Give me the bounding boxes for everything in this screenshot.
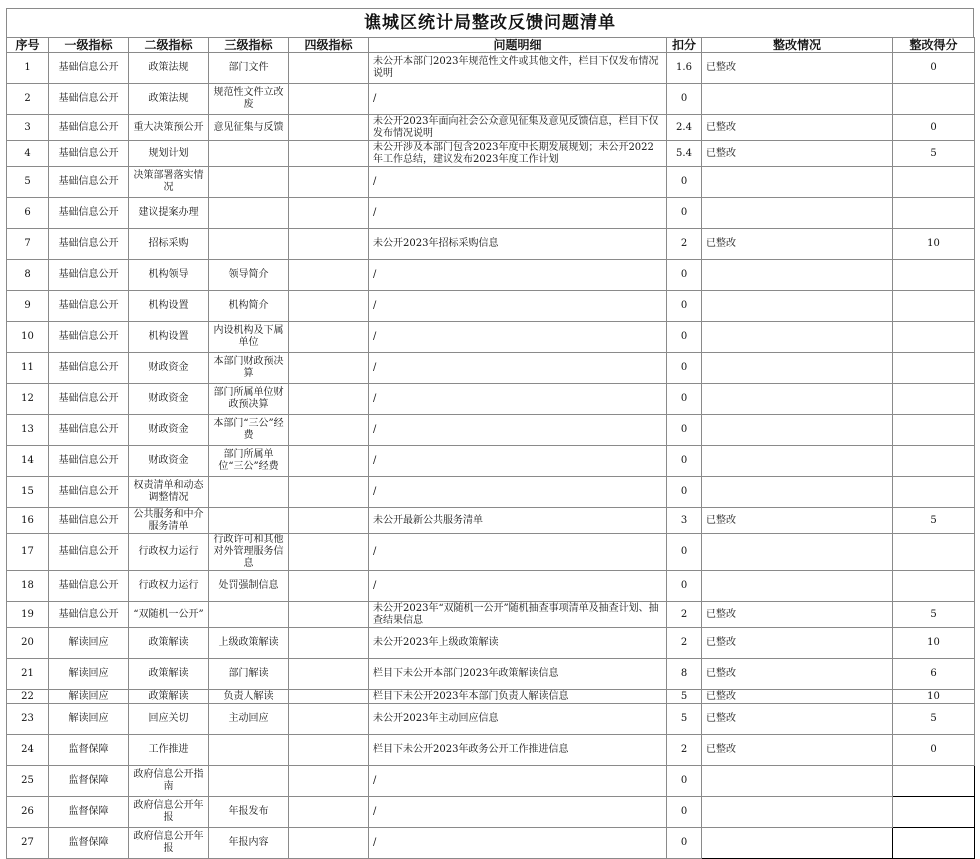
- status-cell[interactable]: [702, 766, 893, 797]
- detail-cell[interactable]: 未公开2023年上级政策解读: [369, 628, 667, 659]
- level1-cell[interactable]: 解读回应: [49, 659, 129, 690]
- table-row: [7, 571, 975, 602]
- table-row: [7, 690, 975, 704]
- row-number[interactable]: 16: [7, 508, 49, 534]
- header-level1[interactable]: 一级指标: [49, 38, 129, 53]
- deduct-cell[interactable]: 0: [667, 260, 702, 291]
- header-level3[interactable]: 三级指标: [209, 38, 289, 53]
- status-cell[interactable]: [702, 291, 893, 322]
- detail-cell[interactable]: /: [369, 353, 667, 384]
- level1-cell[interactable]: 基础信息公开: [49, 53, 129, 84]
- level3-cell[interactable]: 部门所属单位“三公”经费: [209, 446, 289, 477]
- header-no[interactable]: 序号: [7, 38, 49, 53]
- table-row: [7, 115, 975, 141]
- level3-cell[interactable]: [209, 198, 289, 229]
- row-number[interactable]: 15: [7, 477, 49, 508]
- level1-cell[interactable]: 基础信息公开: [49, 229, 129, 260]
- level3-cell[interactable]: 行政许可和其他对外管理服务信息: [209, 534, 289, 571]
- level4-cell[interactable]: [289, 828, 369, 859]
- row-number[interactable]: 3: [7, 115, 49, 141]
- level4-cell[interactable]: [289, 291, 369, 322]
- header-deduct[interactable]: 扣分: [667, 38, 702, 53]
- level1-cell[interactable]: 监督保障: [49, 735, 129, 766]
- level2-cell[interactable]: 建议提案办理: [129, 198, 209, 229]
- status-cell[interactable]: 已整改: [702, 53, 893, 84]
- level3-cell[interactable]: 本部门财政预决算: [209, 353, 289, 384]
- deduct-cell[interactable]: 2: [667, 628, 702, 659]
- level4-cell[interactable]: [289, 571, 369, 602]
- detail-cell[interactable]: 未公开最新公共服务清单: [369, 508, 667, 534]
- level2-cell[interactable]: 政策法规: [129, 53, 209, 84]
- level1-cell[interactable]: 基础信息公开: [49, 534, 129, 571]
- detail-cell[interactable]: 未公开2023年招标采购信息: [369, 229, 667, 260]
- score-cell[interactable]: [893, 415, 975, 446]
- level2-cell[interactable]: 决策部署落实情况: [129, 167, 209, 198]
- deduct-cell[interactable]: 0: [667, 291, 702, 322]
- level4-cell[interactable]: [289, 690, 369, 704]
- header-row: [7, 38, 975, 53]
- table-row: [7, 84, 975, 115]
- table-row: [7, 828, 975, 859]
- level3-cell[interactable]: 意见征集与反馈: [209, 115, 289, 141]
- level1-cell[interactable]: 基础信息公开: [49, 415, 129, 446]
- level4-cell[interactable]: [289, 628, 369, 659]
- level2-cell[interactable]: 财政资金: [129, 415, 209, 446]
- deduct-cell[interactable]: 0: [667, 534, 702, 571]
- status-cell[interactable]: [702, 828, 893, 859]
- status-cell[interactable]: [702, 446, 893, 477]
- detail-cell[interactable]: 未公开涉及本部门包含2023年度中长期发展规划；未公开2022年工作总结，建议发布2023年度工作计划: [369, 141, 667, 167]
- table-row: [7, 53, 975, 84]
- level4-cell[interactable]: [289, 704, 369, 735]
- level4-cell[interactable]: [289, 446, 369, 477]
- row-number[interactable]: 5: [7, 167, 49, 198]
- level3-cell[interactable]: [209, 141, 289, 167]
- table-row: [7, 659, 975, 690]
- level1-cell[interactable]: 基础信息公开: [49, 602, 129, 628]
- deduct-cell[interactable]: 2.4: [667, 115, 702, 141]
- level2-cell[interactable]: 行政权力运行: [129, 571, 209, 602]
- table-row: [7, 704, 975, 735]
- level2-cell[interactable]: 机构领导: [129, 260, 209, 291]
- level4-cell[interactable]: [289, 260, 369, 291]
- deduct-cell[interactable]: 0: [667, 167, 702, 198]
- row-number[interactable]: 17: [7, 534, 49, 571]
- detail-cell[interactable]: 栏目下未公开2023年本部门负责人解读信息: [369, 690, 667, 704]
- level1-cell[interactable]: 基础信息公开: [49, 353, 129, 384]
- deduct-cell[interactable]: 0: [667, 446, 702, 477]
- status-cell[interactable]: [702, 84, 893, 115]
- score-cell[interactable]: [893, 477, 975, 508]
- level4-cell[interactable]: [289, 198, 369, 229]
- row-number[interactable]: 14: [7, 446, 49, 477]
- table-row: [7, 508, 975, 534]
- status-cell[interactable]: [702, 415, 893, 446]
- table-row: [7, 446, 975, 477]
- level1-cell[interactable]: 基础信息公开: [49, 198, 129, 229]
- level3-cell[interactable]: 负责人解读: [209, 690, 289, 704]
- deduct-cell[interactable]: 0: [667, 415, 702, 446]
- issue-table: [6, 37, 975, 859]
- level3-cell[interactable]: 规范性文件立改废: [209, 84, 289, 115]
- level1-cell[interactable]: 监督保障: [49, 797, 129, 828]
- level4-cell[interactable]: [289, 384, 369, 415]
- deduct-cell[interactable]: 0: [667, 322, 702, 353]
- row-number[interactable]: 20: [7, 628, 49, 659]
- score-cell[interactable]: 5: [893, 602, 975, 628]
- status-cell[interactable]: [702, 384, 893, 415]
- level4-cell[interactable]: [289, 353, 369, 384]
- score-cell[interactable]: 0: [893, 735, 975, 766]
- detail-cell[interactable]: /: [369, 322, 667, 353]
- row-number[interactable]: 13: [7, 415, 49, 446]
- table-row: [7, 534, 975, 571]
- level1-cell[interactable]: 监督保障: [49, 828, 129, 859]
- detail-cell[interactable]: /: [369, 477, 667, 508]
- row-number[interactable]: 22: [7, 690, 49, 704]
- detail-cell[interactable]: /: [369, 291, 667, 322]
- level4-cell[interactable]: [289, 229, 369, 260]
- spreadsheet: [6, 8, 974, 859]
- deduct-cell[interactable]: 5: [667, 690, 702, 704]
- level1-cell[interactable]: 解读回应: [49, 628, 129, 659]
- level3-cell[interactable]: [209, 766, 289, 797]
- level3-cell[interactable]: 部门解读: [209, 659, 289, 690]
- score-cell[interactable]: 0: [893, 53, 975, 84]
- status-cell[interactable]: [702, 167, 893, 198]
- status-cell[interactable]: [702, 534, 893, 571]
- level3-cell[interactable]: 上级政策解读: [209, 628, 289, 659]
- score-cell[interactable]: 0: [893, 115, 975, 141]
- deduct-cell[interactable]: 0: [667, 384, 702, 415]
- level3-cell[interactable]: [209, 602, 289, 628]
- level1-cell[interactable]: 基础信息公开: [49, 115, 129, 141]
- level3-cell[interactable]: 部门文件: [209, 53, 289, 84]
- detail-cell[interactable]: /: [369, 260, 667, 291]
- status-cell[interactable]: 已整改: [702, 704, 893, 735]
- level2-cell[interactable]: 政策解读: [129, 659, 209, 690]
- score-cell[interactable]: [893, 322, 975, 353]
- level2-cell[interactable]: 政策解读: [129, 690, 209, 704]
- level2-cell[interactable]: 政策法规: [129, 84, 209, 115]
- score-cell[interactable]: 5: [893, 508, 975, 534]
- table-row: [7, 415, 975, 446]
- header-level2[interactable]: 二级指标: [129, 38, 209, 53]
- deduct-cell[interactable]: 1.6: [667, 53, 702, 84]
- level1-cell[interactable]: 基础信息公开: [49, 167, 129, 198]
- level3-cell[interactable]: 年报发布: [209, 797, 289, 828]
- score-cell[interactable]: [893, 167, 975, 198]
- row-number[interactable]: 2: [7, 84, 49, 115]
- detail-cell[interactable]: /: [369, 828, 667, 859]
- deduct-cell[interactable]: 0: [667, 828, 702, 859]
- header-status[interactable]: 整改情况: [702, 38, 893, 53]
- score-cell[interactable]: [893, 446, 975, 477]
- status-cell[interactable]: [702, 571, 893, 602]
- level2-cell[interactable]: 回应关切: [129, 704, 209, 735]
- score-cell[interactable]: [893, 384, 975, 415]
- level3-cell[interactable]: [209, 508, 289, 534]
- table-row: [7, 797, 975, 828]
- status-cell[interactable]: 已整改: [702, 659, 893, 690]
- deduct-cell[interactable]: 8: [667, 659, 702, 690]
- status-cell[interactable]: [702, 477, 893, 508]
- level2-cell[interactable]: “双随机一公开”: [129, 602, 209, 628]
- deduct-cell[interactable]: 3: [667, 508, 702, 534]
- status-cell[interactable]: [702, 198, 893, 229]
- deduct-cell[interactable]: 2: [667, 602, 702, 628]
- detail-cell[interactable]: 未公开2023年面向社会公众意见征集及意见反馈信息，栏目下仅发布情况说明: [369, 115, 667, 141]
- status-cell[interactable]: [702, 260, 893, 291]
- row-number[interactable]: 11: [7, 353, 49, 384]
- status-cell[interactable]: 已整改: [702, 115, 893, 141]
- score-cell[interactable]: [893, 571, 975, 602]
- level1-cell[interactable]: 解读回应: [49, 704, 129, 735]
- level2-cell[interactable]: 政策解读: [129, 628, 209, 659]
- row-number[interactable]: 9: [7, 291, 49, 322]
- level2-cell[interactable]: 财政资金: [129, 446, 209, 477]
- row-number[interactable]: 6: [7, 198, 49, 229]
- row-number[interactable]: 21: [7, 659, 49, 690]
- table-row: [7, 260, 975, 291]
- score-cell[interactable]: [893, 534, 975, 571]
- detail-cell[interactable]: /: [369, 797, 667, 828]
- level2-cell[interactable]: 政府信息公开年报: [129, 797, 209, 828]
- status-cell[interactable]: 已整改: [702, 229, 893, 260]
- detail-cell[interactable]: /: [369, 766, 667, 797]
- level4-cell[interactable]: [289, 534, 369, 571]
- level2-cell[interactable]: 公共服务和中介服务清单: [129, 508, 209, 534]
- status-cell[interactable]: 已整改: [702, 690, 893, 704]
- deduct-cell[interactable]: 0: [667, 766, 702, 797]
- table-row: [7, 353, 975, 384]
- score-cell[interactable]: [893, 291, 975, 322]
- level2-cell[interactable]: 机构设置: [129, 322, 209, 353]
- level1-cell[interactable]: 基础信息公开: [49, 260, 129, 291]
- level4-cell[interactable]: [289, 167, 369, 198]
- status-cell[interactable]: 已整改: [702, 602, 893, 628]
- table-row: [7, 198, 975, 229]
- row-number[interactable]: 18: [7, 571, 49, 602]
- level4-cell[interactable]: [289, 508, 369, 534]
- level2-cell[interactable]: 财政资金: [129, 353, 209, 384]
- detail-cell[interactable]: /: [369, 84, 667, 115]
- detail-cell[interactable]: /: [369, 198, 667, 229]
- row-number[interactable]: 27: [7, 828, 49, 859]
- table-row: [7, 167, 975, 198]
- deduct-cell[interactable]: 5.4: [667, 141, 702, 167]
- level3-cell[interactable]: 处罚强制信息: [209, 571, 289, 602]
- score-cell[interactable]: [893, 260, 975, 291]
- level4-cell[interactable]: [289, 766, 369, 797]
- status-cell[interactable]: 已整改: [702, 141, 893, 167]
- table-row: [7, 229, 975, 260]
- level4-cell[interactable]: [289, 415, 369, 446]
- deduct-cell[interactable]: 0: [667, 797, 702, 828]
- level3-cell[interactable]: 主动回应: [209, 704, 289, 735]
- level3-cell[interactable]: [209, 735, 289, 766]
- score-cell[interactable]: 6: [893, 659, 975, 690]
- level1-cell[interactable]: 基础信息公开: [49, 446, 129, 477]
- level4-cell[interactable]: [289, 659, 369, 690]
- level4-cell[interactable]: [289, 477, 369, 508]
- detail-cell[interactable]: /: [369, 446, 667, 477]
- status-cell[interactable]: 已整改: [702, 628, 893, 659]
- table-row: [7, 628, 975, 659]
- status-cell[interactable]: [702, 797, 893, 828]
- score-cell[interactable]: 5: [893, 141, 975, 167]
- detail-cell[interactable]: 未公开2023年“双随机一公开”随机抽查事项清单及抽查计划、抽查结果信息: [369, 602, 667, 628]
- level2-cell[interactable]: 政府信息公开年报: [129, 828, 209, 859]
- row-number[interactable]: 12: [7, 384, 49, 415]
- score-cell[interactable]: [893, 828, 975, 859]
- row-number[interactable]: 4: [7, 141, 49, 167]
- row-number[interactable]: 8: [7, 260, 49, 291]
- table-row: [7, 766, 975, 797]
- level4-cell[interactable]: [289, 735, 369, 766]
- row-number[interactable]: 7: [7, 229, 49, 260]
- level4-cell[interactable]: [289, 602, 369, 628]
- level1-cell[interactable]: 基础信息公开: [49, 477, 129, 508]
- status-cell[interactable]: 已整改: [702, 508, 893, 534]
- header-detail[interactable]: 问题明细: [369, 38, 667, 53]
- detail-cell[interactable]: 未公开本部门2023年规范性文件或其他文件，栏目下仅发布情况说明: [369, 53, 667, 84]
- row-number[interactable]: 25: [7, 766, 49, 797]
- row-number[interactable]: 10: [7, 322, 49, 353]
- level3-cell[interactable]: [209, 167, 289, 198]
- row-number[interactable]: 1: [7, 53, 49, 84]
- level2-cell[interactable]: 权责清单和动态调整情况: [129, 477, 209, 508]
- deduct-cell[interactable]: 2: [667, 735, 702, 766]
- level2-cell[interactable]: 重大决策预公开: [129, 115, 209, 141]
- detail-cell[interactable]: /: [369, 534, 667, 571]
- level4-cell[interactable]: [289, 53, 369, 84]
- score-cell[interactable]: [893, 353, 975, 384]
- detail-cell[interactable]: /: [369, 571, 667, 602]
- score-cell[interactable]: 5: [893, 704, 975, 735]
- level4-cell[interactable]: [289, 115, 369, 141]
- detail-cell[interactable]: 未公开2023年主动回应信息: [369, 704, 667, 735]
- level2-cell[interactable]: 行政权力运行: [129, 534, 209, 571]
- row-number[interactable]: 24: [7, 735, 49, 766]
- level3-cell[interactable]: 机构简介: [209, 291, 289, 322]
- level4-cell[interactable]: [289, 141, 369, 167]
- level1-cell[interactable]: 基础信息公开: [49, 508, 129, 534]
- level2-cell[interactable]: 财政资金: [129, 384, 209, 415]
- table-row: [7, 291, 975, 322]
- deduct-cell[interactable]: 5: [667, 704, 702, 735]
- level3-cell[interactable]: [209, 477, 289, 508]
- status-cell[interactable]: [702, 322, 893, 353]
- level1-cell[interactable]: 基础信息公开: [49, 291, 129, 322]
- table-row: [7, 384, 975, 415]
- status-cell[interactable]: 已整改: [702, 735, 893, 766]
- table-row: [7, 477, 975, 508]
- level2-cell[interactable]: 机构设置: [129, 291, 209, 322]
- detail-cell[interactable]: /: [369, 384, 667, 415]
- score-cell[interactable]: [893, 84, 975, 115]
- sheet-title: 谯城区统计局整改反馈问题清单: [6, 8, 974, 37]
- row-number[interactable]: 23: [7, 704, 49, 735]
- level1-cell[interactable]: 基础信息公开: [49, 84, 129, 115]
- header-score[interactable]: 整改得分: [893, 38, 975, 53]
- level3-cell[interactable]: [209, 229, 289, 260]
- score-cell[interactable]: 10: [893, 628, 975, 659]
- level3-cell[interactable]: 部门所属单位财政预决算: [209, 384, 289, 415]
- table-row: [7, 141, 975, 167]
- score-cell[interactable]: 10: [893, 229, 975, 260]
- level3-cell[interactable]: 领导简介: [209, 260, 289, 291]
- detail-cell[interactable]: /: [369, 167, 667, 198]
- status-cell[interactable]: [702, 353, 893, 384]
- deduct-cell[interactable]: 0: [667, 477, 702, 508]
- level1-cell[interactable]: 基础信息公开: [49, 384, 129, 415]
- level4-cell[interactable]: [289, 322, 369, 353]
- level1-cell[interactable]: 基础信息公开: [49, 571, 129, 602]
- level1-cell[interactable]: 监督保障: [49, 766, 129, 797]
- score-cell[interactable]: [893, 198, 975, 229]
- detail-cell[interactable]: 栏目下未公开2023年政务公开工作推进信息: [369, 735, 667, 766]
- level2-cell[interactable]: 规划计划: [129, 141, 209, 167]
- level1-cell[interactable]: 基础信息公开: [49, 322, 129, 353]
- level3-cell[interactable]: 本部门“三公”经费: [209, 415, 289, 446]
- deduct-cell[interactable]: 0: [667, 353, 702, 384]
- row-number[interactable]: 26: [7, 797, 49, 828]
- level2-cell[interactable]: 政府信息公开指南: [129, 766, 209, 797]
- table-row: [7, 735, 975, 766]
- detail-cell[interactable]: /: [369, 415, 667, 446]
- level4-cell[interactable]: [289, 797, 369, 828]
- level2-cell[interactable]: 工作推进: [129, 735, 209, 766]
- score-cell[interactable]: [893, 797, 975, 828]
- score-cell[interactable]: 10: [893, 690, 975, 704]
- level3-cell[interactable]: 内设机构及下属单位: [209, 322, 289, 353]
- deduct-cell[interactable]: 0: [667, 198, 702, 229]
- level2-cell[interactable]: 招标采购: [129, 229, 209, 260]
- level3-cell[interactable]: 年报内容: [209, 828, 289, 859]
- level4-cell[interactable]: [289, 84, 369, 115]
- level1-cell[interactable]: 解读回应: [49, 690, 129, 704]
- level1-cell[interactable]: 基础信息公开: [49, 141, 129, 167]
- deduct-cell[interactable]: 0: [667, 571, 702, 602]
- deduct-cell[interactable]: 2: [667, 229, 702, 260]
- deduct-cell[interactable]: 0: [667, 84, 702, 115]
- header-level4[interactable]: 四级指标: [289, 38, 369, 53]
- score-cell[interactable]: [893, 766, 975, 797]
- table-row: [7, 602, 975, 628]
- detail-cell[interactable]: 栏目下未公开本部门2023年政策解读信息: [369, 659, 667, 690]
- row-number[interactable]: 19: [7, 602, 49, 628]
- table-row: [7, 322, 975, 353]
